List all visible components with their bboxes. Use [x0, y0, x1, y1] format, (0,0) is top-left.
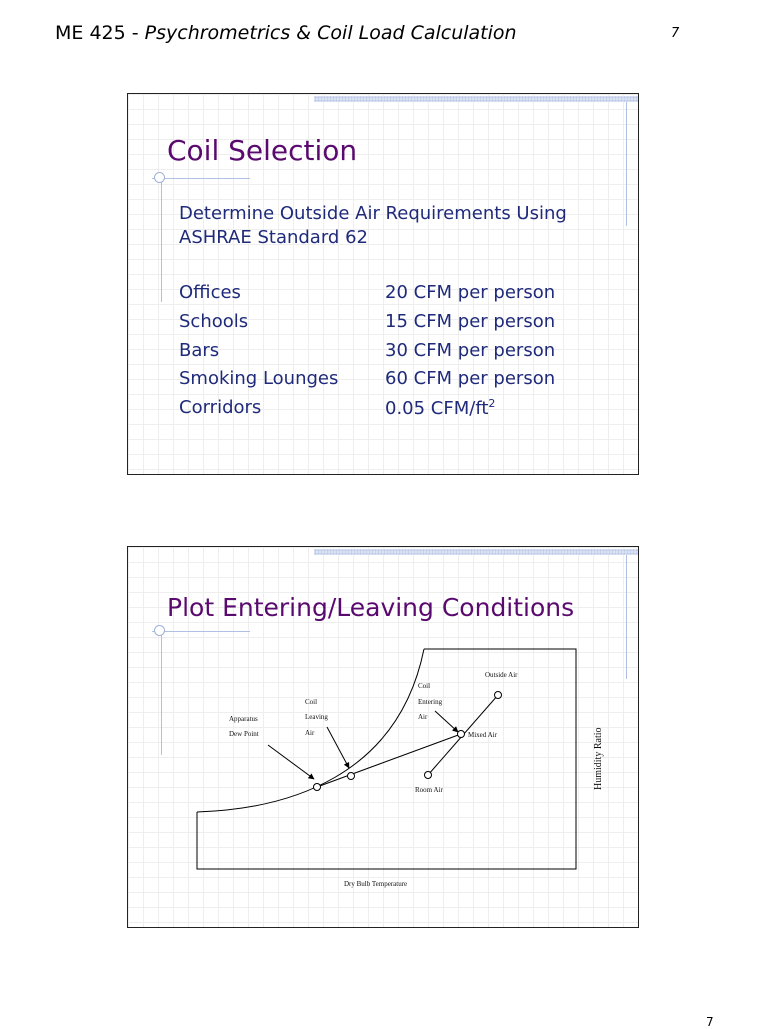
slide-ring-ornament: [154, 172, 165, 183]
arrow-coil-entering: [435, 711, 458, 732]
slide-coil-selection: [127, 93, 639, 475]
slide-top-band: [314, 96, 638, 102]
label-outside-air: Outside Air: [485, 671, 518, 679]
label-coil-leaving-3: Air: [305, 729, 315, 737]
intro-line-2: ASHRAE Standard 62: [179, 227, 368, 248]
air-rate: [385, 397, 495, 419]
slide-title-rule: [152, 178, 250, 179]
label-mixed-air: Mixed Air: [468, 731, 497, 739]
coil-process-line: [317, 734, 461, 787]
air-rate-text: 0.05 CFM/ft: [385, 398, 489, 420]
space-type: Smoking Lounges: [179, 368, 339, 390]
x-axis-label: Dry Bulb Temperature: [344, 880, 408, 888]
label-coil-entering-1: Coil: [418, 682, 431, 690]
mixed-air-point: [458, 731, 465, 738]
space-type: Corridors: [179, 397, 262, 419]
label-coil-leaving-1: Coil: [305, 698, 318, 706]
header-page-number: 7: [671, 26, 680, 41]
label-coil-entering-2: Entering: [418, 698, 443, 706]
slide-right-rule: [626, 102, 627, 226]
space-type: Bars: [179, 339, 220, 361]
air-rate: 20 CFM per person: [385, 282, 556, 303]
arrow-dew-point: [268, 745, 314, 779]
header-title: [55, 22, 517, 44]
label-apparatus-2: Dew Point: [229, 730, 259, 738]
label-coil-leaving-2: Leaving: [305, 713, 328, 721]
outside-air-point: [495, 692, 502, 699]
chart-frame: [197, 649, 576, 869]
label-coil-entering-3: Air: [418, 713, 428, 721]
label-apparatus-1: Apparatus: [229, 715, 258, 723]
course-topic: Psychrometrics & Coil Load Calculation: [144, 22, 517, 44]
intro-line-1: Determine Outside Air Requirements Using: [179, 203, 567, 224]
air-rate-exponent: 2: [488, 397, 496, 411]
slide-title: Coil Selection: [167, 134, 358, 167]
arrow-coil-leaving: [327, 727, 349, 768]
title-separator: -: [125, 22, 145, 44]
air-rate: 30 CFM per person: [385, 339, 556, 361]
air-rate: 60 CFM per person: [385, 368, 556, 390]
slide-left-rule: [161, 174, 162, 302]
y-axis-label: Humidity Ratio: [593, 727, 604, 790]
space-type: Schools: [179, 310, 249, 332]
air-rate: 15 CFM per person: [385, 310, 556, 332]
slide-intro: [179, 202, 567, 250]
apparatus-dew-point-marker: [314, 784, 321, 791]
label-room-air: Room Air: [415, 786, 443, 794]
course-code: ME 425: [55, 22, 126, 44]
space-type: Offices: [179, 282, 241, 303]
slide-plot-conditions: [127, 546, 639, 928]
footer-page-number: 7: [706, 1015, 714, 1029]
room-air-point: [425, 772, 432, 779]
slide-title: Plot Entering/Leaving Conditions: [167, 593, 575, 622]
coil-leaving-air-point: [348, 773, 355, 780]
psychrometric-diagram: [128, 547, 639, 928]
